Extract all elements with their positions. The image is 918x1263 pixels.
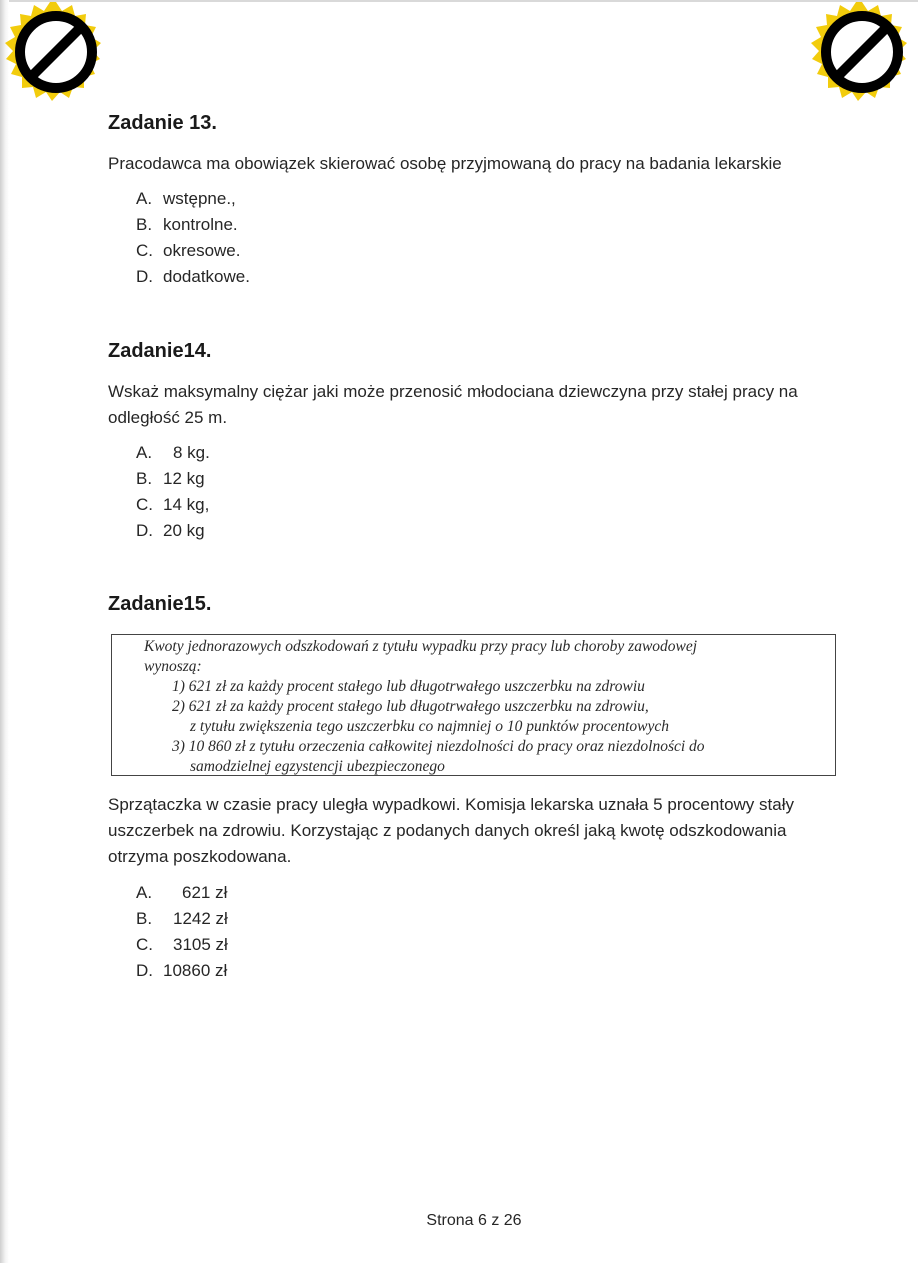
scan-top-edge — [0, 0, 918, 2]
task-15-question: Sprzątaczka w czasie pracy uległa wypadkowi. Komisja lekarska uznała 5 procentowy stały uszczerbek na zdrowiu. Korzystając z podanych danych określ jaką kwotę odszkodowania otrzyma poszkodowana. — [108, 795, 794, 866]
info-intro-line2: wynoszą: — [144, 658, 202, 675]
task-14-option-d[interactable]: D. 20 kg — [136, 521, 205, 540]
info-item-3-line2: samodzielnej egzystencji ubezpieczonego — [190, 758, 445, 775]
task-13-heading: Zadanie 13. — [108, 112, 217, 134]
task-15-option-d[interactable]: D. 10860 zł — [136, 961, 228, 980]
task-15-option-a[interactable]: A. 621 zł — [136, 883, 228, 902]
task-14-option-b[interactable]: B. 12 kg — [136, 469, 205, 488]
task-14-options — [136, 440, 210, 544]
compensation-info-box — [111, 634, 836, 776]
task-13-options — [136, 186, 250, 290]
info-item-2-line1: 2) 621 zł za każdy procent stałego lub długotrwałego uszczerbku na zdrowiu, — [172, 698, 649, 715]
task-14-heading: Zadanie14. — [108, 340, 212, 362]
task-14-option-c[interactable]: C. 14 kg, — [136, 495, 210, 514]
scan-left-edge — [0, 0, 9, 1263]
task-14-option-a[interactable]: A. 8 kg. — [136, 443, 210, 462]
task-13-option-b[interactable]: B. kontrolne. — [136, 215, 238, 234]
prohibition-sign-icon — [0, 0, 112, 112]
task-13-question: Pracodawca ma obowiązek skierować osobę przyjmowaną do pracy na badania lekarskie — [108, 154, 782, 173]
info-item-2-line2: z tytułu zwiększenia tego uszczerbku co najmniej o 10 punktów procentowych — [190, 718, 669, 735]
info-intro-line1: Kwoty jednorazowych odszkodowań z tytułu wypadku przy pracy lub choroby zawodowej — [144, 638, 698, 655]
task-13-option-d[interactable]: D. dodatkowe. — [136, 267, 250, 286]
info-item-1: 1) 621 zł za każdy procent stałego lub długotrwałego uszczerbku na zdrowiu — [172, 678, 645, 695]
task-15-option-c[interactable]: C. 3105 zł — [136, 935, 228, 954]
info-item-3-line1: 3) 10 860 zł z tytułu orzeczenia całkowitej niezdolności do pracy oraz niezdolności do — [172, 738, 705, 755]
page-number: Strona 6 z 26 — [426, 1212, 522, 1229]
task-13-option-c[interactable]: C. okresowe. — [136, 241, 241, 260]
prohibition-sign-icon — [806, 0, 918, 112]
task-15-option-b[interactable]: B. 1242 zł — [136, 909, 228, 928]
task-15-heading: Zadanie15. — [108, 593, 212, 615]
task-13-option-a[interactable]: A. wstępne., — [136, 189, 236, 208]
task-14-question: Wskaż maksymalny ciężar jaki może przenosić młodociana dziewczyna przy stałej pracy na odległość 25 m. — [108, 382, 798, 427]
task-15-options — [136, 880, 228, 984]
